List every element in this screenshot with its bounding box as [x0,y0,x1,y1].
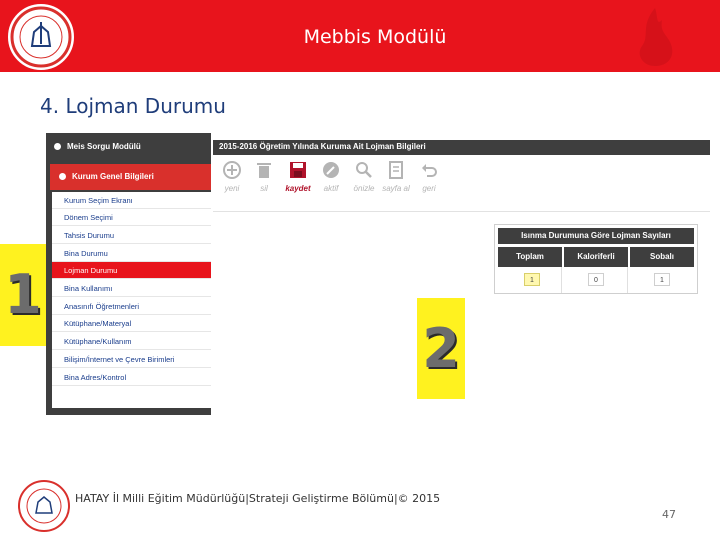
edit-button[interactable]: aktif [314,160,348,193]
table-cell [630,267,694,293]
sidebar-item-kurum-secim[interactable]: Kurum Seçim Ekranı [52,192,211,209]
preview-button[interactable]: önizle [347,160,381,193]
column-header-sobali: Sobalı [630,247,694,267]
content-title-bar [213,140,710,155]
flame-decoration-icon [620,6,690,68]
sidebar-item-donem-secimi[interactable]: Dönem Seçimi [52,209,211,226]
menu-item-durum-onay[interactable]: Durum ve Onay [46,395,211,411]
document-icon [386,160,406,180]
trash-icon [254,160,274,180]
search-icon [354,160,374,180]
sidebar-item-lojman-durumu[interactable]: Lojman Durumu [52,262,211,279]
step-badge-2: 2 [417,298,465,399]
undo-icon [419,160,439,180]
sidebar-item-kutuphane-materyal[interactable]: Kütüphane/Materyal [52,315,211,332]
sidebar-item-kutuphane-kullanim[interactable]: Kütüphane/Kullanım [52,333,211,350]
footer-logo [18,480,70,532]
menu-item-meis-sorgu[interactable]: Meis Sorgu Modülü [46,139,211,155]
delete-button[interactable]: sil [247,160,281,193]
edit-icon [321,160,341,180]
plus-icon [222,160,242,180]
step-badge-1: 1 [0,244,46,346]
page-button[interactable]: sayfa al [379,160,413,193]
heating-table [494,224,698,294]
slide-title: 4. Lojman Durumu [40,94,226,118]
page-number: 47 [662,508,676,521]
sidebar-item-bilisim[interactable]: Bilişim/İnternet ve Çevre Birimleri [52,351,211,368]
table-title: Isınma Durumuna Göre Lojman Sayıları [498,228,694,244]
table-cell [498,267,562,293]
header-title: Mebbis Modülü [303,26,447,48]
new-button[interactable]: yeni [215,160,249,193]
table-cell [564,267,628,293]
sidebar-item-bina-kullanimi[interactable]: Bina Kullanımı [52,280,211,297]
save-icon [288,160,308,180]
bullet-icon [54,399,61,406]
value-kaloriferli: 0 [588,273,604,286]
bullet-icon [59,173,66,180]
sidebar-item-bina-adres[interactable]: Bina Adres/Kontrol [52,369,211,386]
bullet-icon [54,143,61,150]
sidebar-item-anasinifi[interactable]: Anasınıfı Öğretmenleri [52,298,211,315]
value-sobali: 1 [654,273,670,286]
sidebar-item-tahsis-durumu[interactable]: Tahsis Durumu [52,227,211,244]
action-toolbar [213,156,710,212]
header-band [0,0,720,72]
menu-section-kurum-genel[interactable]: Kurum Genel Bilgileri [50,164,211,190]
value-toplam: 1 [524,273,540,286]
back-button[interactable]: geri [412,160,446,193]
column-header-toplam: Toplam [498,247,562,267]
menu-sub-list [52,192,211,408]
sidebar-item-bina-durumu[interactable]: Bina Durumu [52,245,211,262]
save-button[interactable]: kaydet [281,160,315,193]
column-header-kaloriferli: Kaloriferli [564,247,628,267]
content-title: 2015-2016 Öğretim Yılında Kuruma Ait Lojman Bilgileri [219,142,426,151]
footer-text: HATAY İl Milli Eğitim Müdürlüğü|Strateji Geliştirme Bölümü|© 2015 [75,492,441,505]
